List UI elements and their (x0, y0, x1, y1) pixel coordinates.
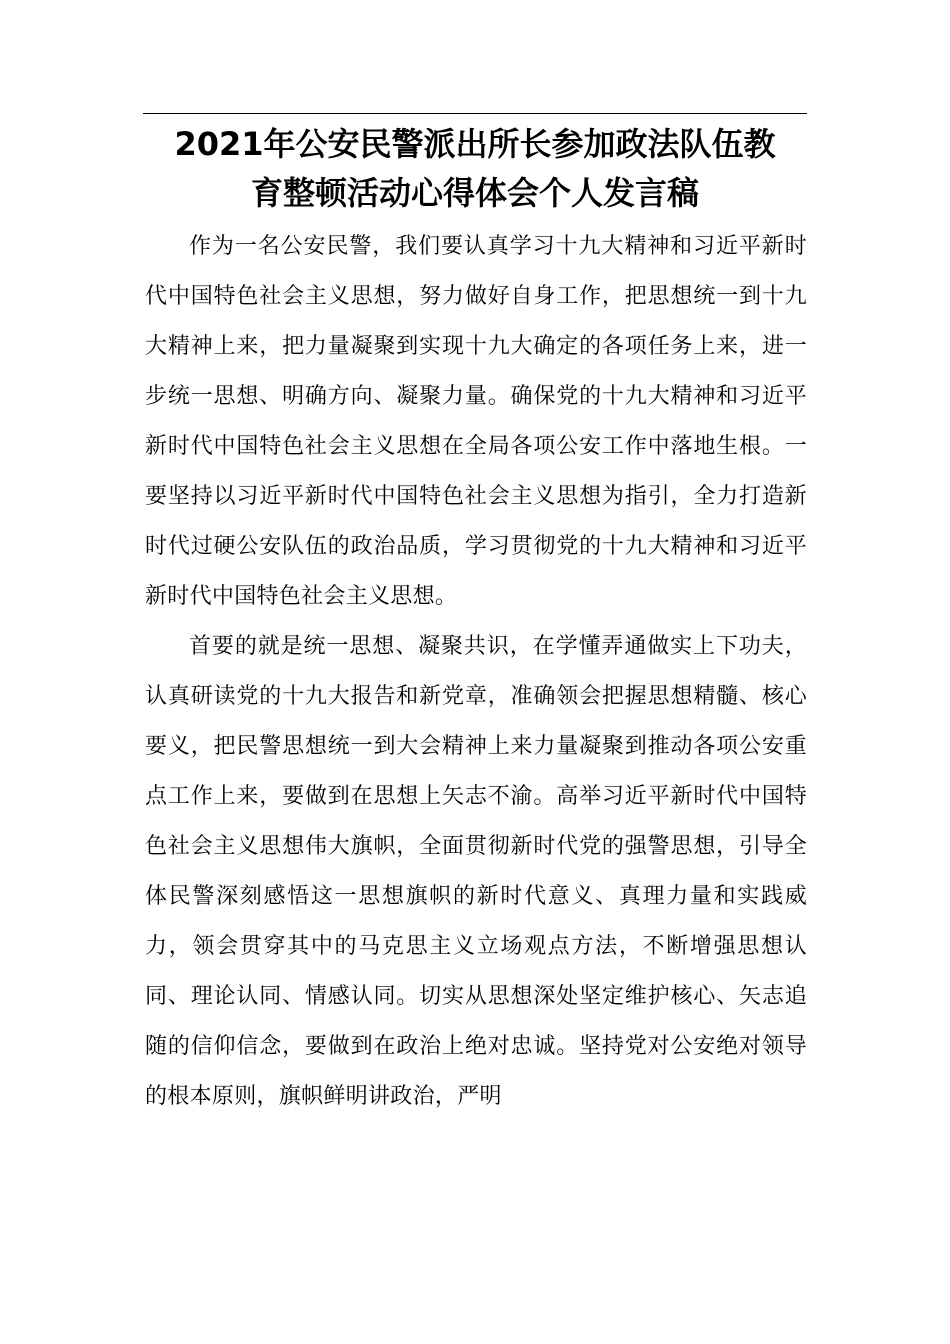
document-body (145, 222, 807, 1122)
paragraph-2: 首要的就是统一思想、凝聚共识，在学懂弄通做实上下功夫，认真研读党的十九大报告和新党章，准确领会把握思想精髓、核心要义，把民警思想统一到大会精神上来力量凝聚到推动各项公安重点工作上来，要做到在思想上矢志不渝。高举习近平新时代中国特色社会主义思想伟大旗帜，全面贯彻新时代党的强警思想，引导全体民警深刻感悟这一思想旗帜的新时代意义、真理力量和实践威力，领会贯穿其中的马克思主义立场观点方法，不断增强思想认同、理论认同、情感认同。切实从思想深处坚定维护核心、矢志追随的信仰信念，要做到在政治上绝对忠诚。坚持党对公安绝对领导的根本原则，旗帜鲜明讲政治，严明 (145, 634, 807, 1109)
title-line-2: 育整顿活动心得体会个人发言稿 (250, 174, 699, 212)
document-title (143, 120, 807, 218)
header-rule (143, 113, 807, 114)
title-line-1: 2021年公安民警派出所长参加政法队伍教 (174, 125, 776, 163)
paragraph-1: 作为一名公安民警，我们要认真学习十九大精神和习近平新时代中国特色社会主义思想，努力做好自身工作，把思想统一到十九大精神上来，把力量凝聚到实现十九大确定的各项任务上来，进一步统一思想、明确方向、凝聚力量。确保党的十九大精神和习近平新时代中国特色社会主义思想在全局各项公安工作中落地生根。一要坚持以习近平新时代中国特色社会主义思想为指引，全力打造新时代过硬公安队伍的政治品质，学习贯彻党的十九大精神和习近平新时代中国特色社会主义思想。 (145, 234, 807, 609)
